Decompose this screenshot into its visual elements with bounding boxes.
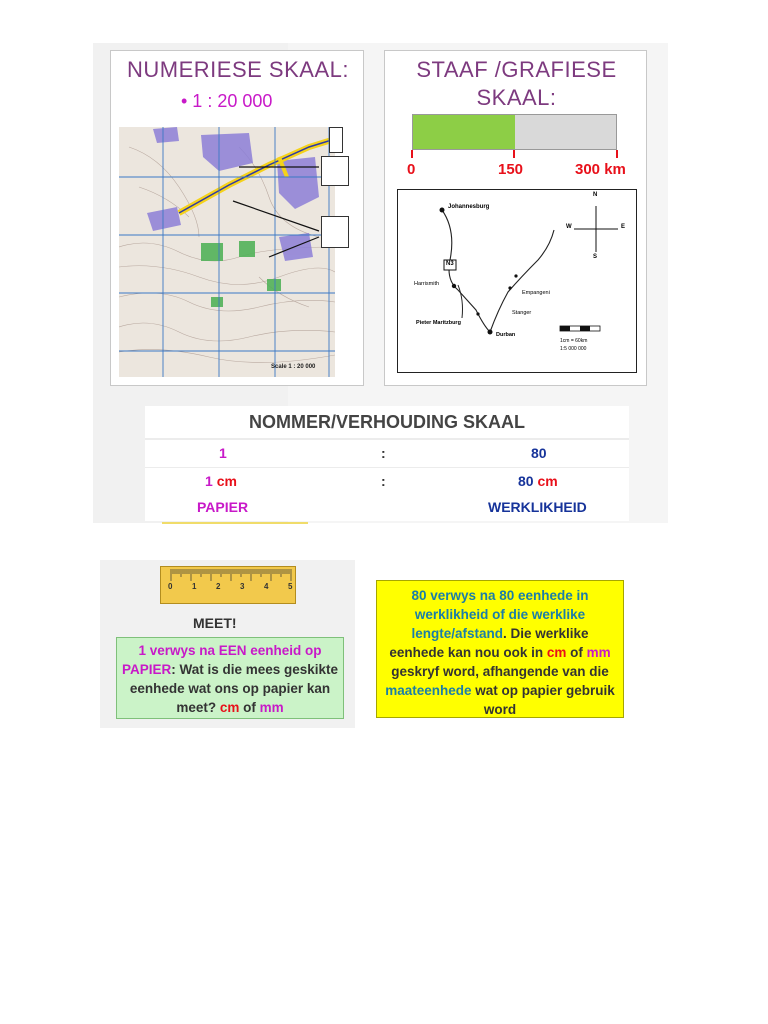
map-callout-lower <box>321 216 349 248</box>
ratio-table-title: NOMMER/VERHOUDING SKAAL <box>248 412 525 432</box>
row2-left <box>205 473 237 489</box>
route-map <box>397 189 637 373</box>
compass-east: E <box>621 224 626 230</box>
mini-scale-ratio: 1:5 000 000 <box>560 346 587 352</box>
row2-separator: : <box>381 473 386 489</box>
reality-note-part8: wat op papier gebruik word <box>475 683 615 717</box>
map-callout-middle <box>321 156 349 186</box>
reality-note-of: of <box>570 645 583 660</box>
paper-note-part2: PAPIER <box>121 662 172 677</box>
ratio-table-row-3 <box>145 494 629 521</box>
map-scale-caption: Scale 1 : 20 000 <box>271 364 316 370</box>
row1-left-value: 1 <box>219 445 227 461</box>
bar-scale-title-line2: SKAAL: <box>476 85 557 110</box>
reality-note-part6: geskryf word, afhangende van die <box>391 664 609 679</box>
ruler-tick-4: 4 <box>264 582 269 591</box>
paper-note-cm: cm <box>219 700 240 715</box>
scale-bar-filled-segment <box>413 115 515 149</box>
row2-right-unit: cm <box>537 473 558 489</box>
ruler-tick-3: 3 <box>240 582 245 591</box>
paper-note-mm: mm <box>259 700 284 715</box>
reality-note-mm: mm <box>586 645 611 660</box>
numeric-scale-value: • 1 : 20 000 <box>181 91 273 111</box>
ratio-table-row-1 <box>145 440 629 469</box>
ruler-tick-1: 1 <box>192 582 197 591</box>
label-n3: N3 <box>446 261 454 267</box>
mini-scale-note: 1cm = 60km <box>560 338 588 344</box>
compass-north: N <box>593 192 598 198</box>
scale-label-0: 0 <box>407 161 416 178</box>
label-johannesburg: Johannesburg <box>448 204 490 210</box>
numeric-scale-card <box>110 50 364 386</box>
compass-south: S <box>593 254 598 260</box>
row2-right-number: 80 <box>518 473 534 489</box>
scale-bar-empty-segment <box>515 115 617 149</box>
label-stanger: Stanger <box>512 310 532 316</box>
paper-note-of: of <box>243 700 256 715</box>
scale-bar-tick-left <box>411 150 413 158</box>
paper-note-part3: : Wat is die mees geskikte eenhede wat ons op papier kan meet? <box>129 662 339 715</box>
scale-bar <box>412 114 617 150</box>
scale-label-150: 150 <box>498 161 524 178</box>
ruler-tick-5: 5 <box>288 582 293 591</box>
paper-note-part1: 1 verwys na EEN eenheid op <box>138 643 322 658</box>
reality-note-part1: 80 verwys na 80 eenhede in werklikheid of die werklike lengte/afstand <box>411 588 589 641</box>
bar-scale-card <box>384 50 647 386</box>
ruler-ticks-graphic <box>161 567 295 603</box>
ruler-tick-0: 0 <box>168 582 173 591</box>
ratio-table-header-row <box>145 406 629 440</box>
label-harrismith: Harrismith <box>414 281 440 287</box>
label-pietermaritzburg: Pieter Maritzburg <box>416 320 461 326</box>
row3-paper-label: PAPIER <box>197 499 249 515</box>
topographic-map-graphic <box>119 127 335 377</box>
label-empangeni: Empangeni <box>522 290 550 296</box>
scale-label-300-km: 300 km <box>575 161 626 178</box>
measure-label: MEET! <box>193 615 237 631</box>
compass-west: W <box>566 224 572 230</box>
label-durban: Durban <box>496 332 516 338</box>
topographic-map <box>119 127 335 377</box>
numeric-scale-title: NUMERIESE SKAAL: <box>127 57 349 82</box>
row2-left-unit: cm <box>216 473 237 489</box>
row3-reality-label: WERKLIKHEID <box>488 499 587 515</box>
scale-bar-tick-right <box>616 150 618 158</box>
scale-bar-tick-mid <box>513 150 515 158</box>
row1-separator: : <box>381 445 386 461</box>
row2-left-number: 1 <box>205 473 213 489</box>
paper-unit-note <box>116 637 344 719</box>
ratio-table-row-2 <box>145 468 629 497</box>
reality-unit-note <box>376 580 624 718</box>
ruler <box>160 566 296 604</box>
reality-note-cm: cm <box>546 645 567 660</box>
row1-right-value: 80 <box>531 445 547 461</box>
reality-note-part2: . Die werklike eenhede kan nou ook in <box>389 626 589 660</box>
row2-right <box>518 473 558 489</box>
ruler-tick-2: 2 <box>216 582 221 591</box>
yellow-underline-accent <box>162 522 308 524</box>
reality-note-maateenhede: maateenhede <box>385 683 472 698</box>
map-callout-top <box>329 127 343 153</box>
bar-scale-title-line1: STAAF /GRAFIESE <box>416 57 617 82</box>
